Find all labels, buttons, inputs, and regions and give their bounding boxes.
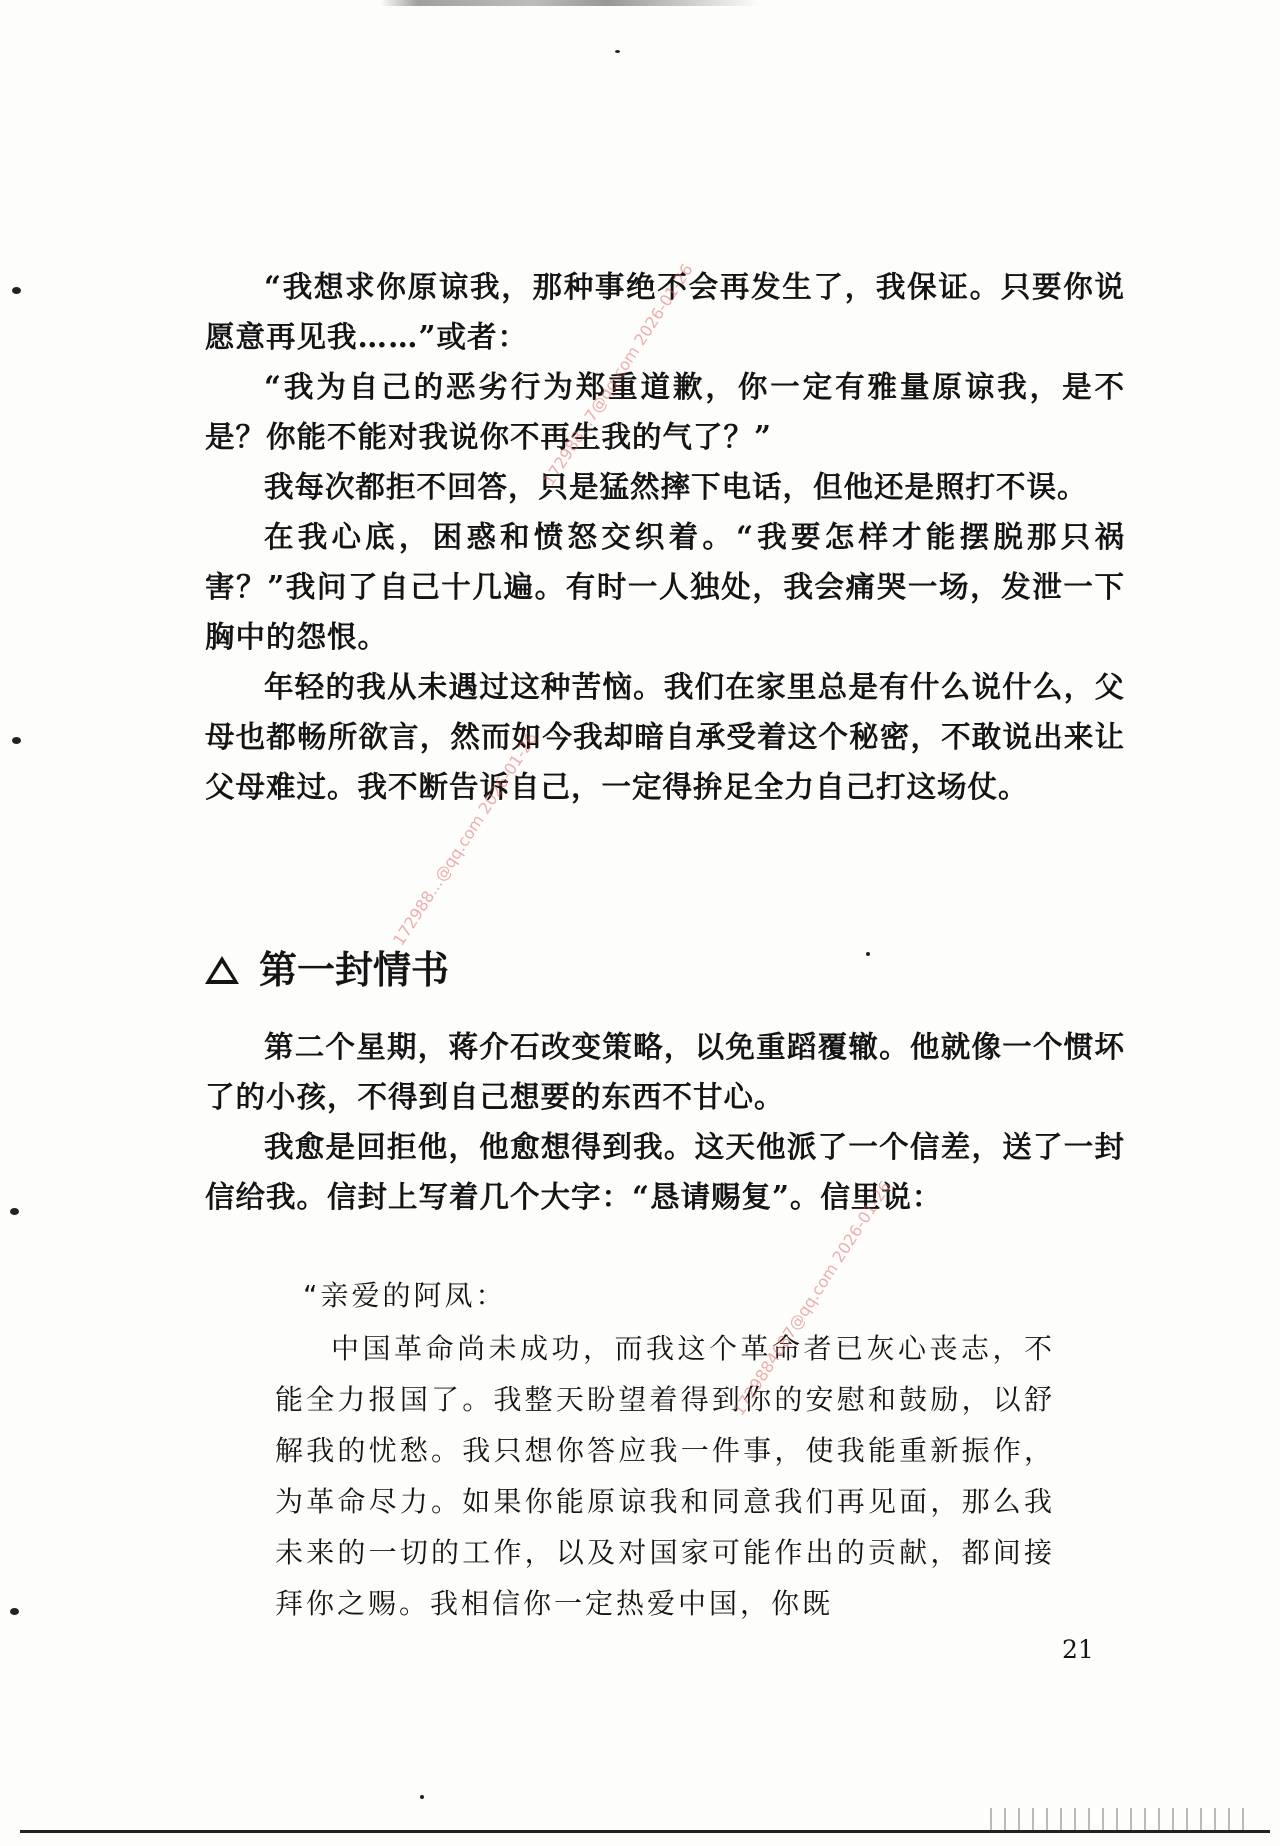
scan-speck bbox=[420, 1795, 424, 1799]
scan-speck bbox=[866, 952, 870, 956]
scan-artifact-top bbox=[380, 0, 760, 6]
scan-speck bbox=[12, 737, 21, 744]
paragraph: 在我心底，困惑和愤怒交织着。“我要怎样才能摆脱那只祸害？”我问了自己十几遍。有时一人独处，我会痛哭一场，发泄一下胸中的怨恨。 bbox=[205, 519, 1125, 654]
watermark: 1729884687@qq.com 2026-01-26 bbox=[729, 1177, 896, 1419]
letter-block bbox=[275, 1270, 1055, 1629]
section-heading-text: 第一封情书 bbox=[259, 948, 450, 992]
page-number: 21 bbox=[1062, 1635, 1094, 1664]
watermark: 172988...7@qq.com 2026-01-26 bbox=[539, 260, 697, 489]
scan-speck bbox=[10, 1208, 19, 1215]
triangle-icon bbox=[205, 956, 239, 984]
paragraph: 第二个星期，蒋介石改变策略，以免重蹈覆辙。他就像一个惯坏了的小孩，不得到自己想要的东西不甘心。 bbox=[205, 1029, 1125, 1114]
scan-speck bbox=[615, 50, 620, 53]
scan-artifact-bottom bbox=[990, 1808, 1250, 1830]
body-text-section bbox=[205, 1022, 1125, 1222]
paragraph: “我为自己的恶劣行为郑重道歉，你一定有雅量原谅我，是不是？你能不能对我说你不再生我的气了？” bbox=[205, 369, 1125, 454]
paragraph: 我愈是回拒他，他愈想得到我。这天他派了一个信差，送了一封信给我。信封上写着几个大字：“恳请赐复”。信里说： bbox=[205, 1129, 1125, 1214]
paragraph: 年轻的我从未遇过这种苦恼。我们在家里总是有什么说什么，父母也都畅所欲言，然而如今我却暗自承受着这个秘密，不敢说出来让父母难过。我不断告诉自己，一定得拚足全力自己打这场仗。 bbox=[205, 669, 1125, 804]
body-text-upper bbox=[205, 262, 1125, 812]
paragraph: “我想求你原谅我，那种事绝不会再发生了，我保证。只要你说愿意再见我……”或者： bbox=[205, 269, 1125, 354]
bottom-rule bbox=[20, 1830, 1270, 1833]
section-heading bbox=[205, 940, 449, 1000]
scan-speck bbox=[12, 287, 21, 294]
letter-body: 中国革命尚未成功，而我这个革命者已灰心丧志，不能全力报国了。我整天盼望着得到你的安慰和鼓励，以舒解我的忧愁。我只想你答应我一件事，使我能重新振作，为革命尽力。如果你能原谅我和同意我们再见面，那么我未来的一切的工作，以及对国家可能作出的贡献，都间接拜你之赐。我相信你一定热爱中国，你既 bbox=[275, 1332, 1055, 1620]
letter-salutation: “亲爱的阿凤： bbox=[303, 1279, 507, 1312]
scan-speck bbox=[10, 1608, 19, 1615]
paragraph: 我每次都拒不回答，只是猛然摔下电话，但他还是照打不误。 bbox=[264, 469, 1088, 504]
watermark: 172988...@qq.com 2026-01-26 bbox=[389, 728, 542, 949]
